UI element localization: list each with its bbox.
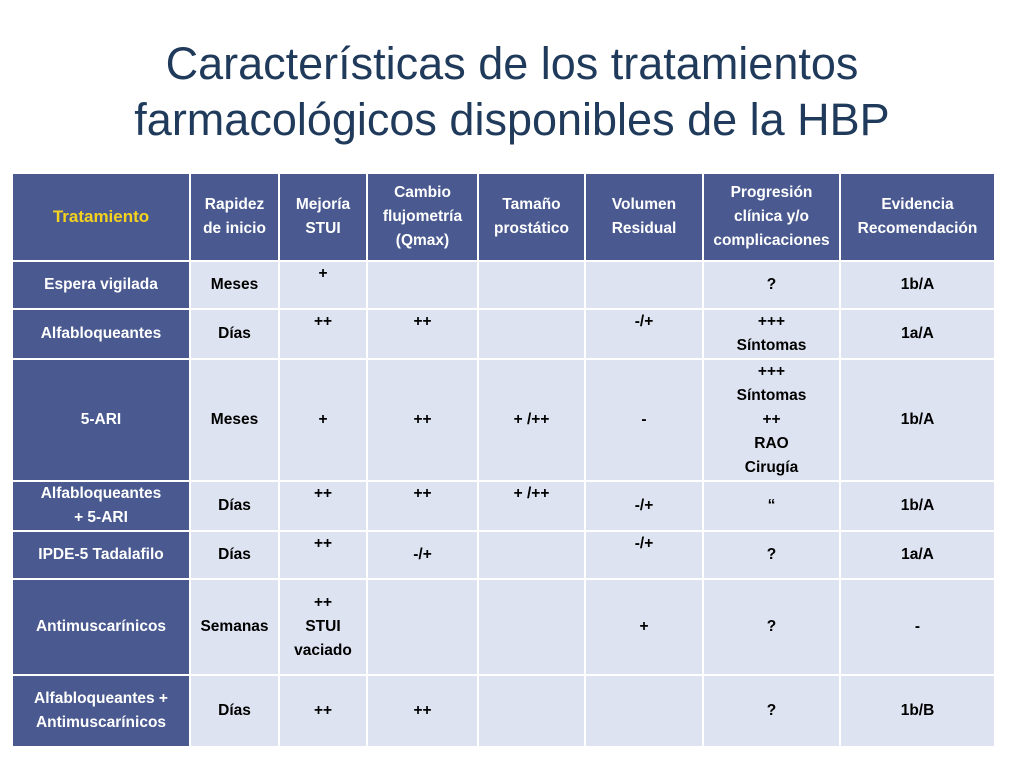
cell-text-line: ++ — [413, 485, 432, 502]
cell-evidence-recommendation — [840, 579, 995, 675]
cell-text-line: 1b/A — [900, 276, 935, 293]
row-header-cell — [12, 359, 190, 481]
cell-text-line: ++ — [313, 485, 333, 502]
slide-title-line: Características de los tratamientos — [165, 38, 859, 89]
cell-text-line: Antimuscarínicos — [35, 714, 167, 731]
cell-residual-volume — [585, 359, 703, 481]
cell-text-line: Alfabloqueantes + — [34, 690, 168, 707]
cell-residual-volume — [585, 531, 703, 579]
cell-evidence-recommendation — [840, 531, 995, 579]
cell-text-line: ++ — [313, 535, 333, 552]
cell-clinical-progression — [703, 359, 840, 481]
table-row — [12, 309, 995, 359]
column-header-onset-speed — [190, 173, 279, 261]
cell-text-line: Días — [218, 325, 251, 342]
cell-luts-improvement — [279, 579, 367, 675]
cell-clinical-progression — [703, 579, 840, 675]
cell-text-line: Recomendación — [857, 220, 978, 237]
cell-clinical-progression — [703, 481, 840, 531]
cell-text-line: + /++ — [513, 411, 550, 428]
cell-text-line: - — [914, 618, 921, 635]
cell-evidence-recommendation — [840, 309, 995, 359]
cell-evidence-recommendation — [840, 261, 995, 309]
cell-prostate-size — [478, 579, 585, 675]
cell-text-line: ++ — [313, 594, 333, 611]
cell-text-line: Evidencia — [881, 196, 954, 213]
cell-residual-volume — [585, 261, 703, 309]
cell-text-line: Meses — [210, 411, 259, 428]
cell-text-line: ++ — [313, 313, 333, 330]
cell-text-line: flujometría — [382, 208, 463, 225]
row-header-cell — [12, 261, 190, 309]
cell-text-line: 1a/A — [901, 546, 934, 563]
cell-text-line: Semanas — [200, 618, 269, 635]
cell-text-line: + /++ — [513, 485, 550, 502]
cell-luts-improvement — [279, 261, 367, 309]
column-header-qmax-change — [367, 173, 478, 261]
cell-onset-speed — [190, 481, 279, 531]
cell-text-line: -/+ — [634, 535, 654, 552]
column-header-evidence-recommendation — [840, 173, 995, 261]
cell-text-line: de inicio — [203, 220, 266, 237]
cell-text-line: ++ — [313, 702, 333, 719]
cell-text-line: Días — [218, 546, 251, 563]
cell-prostate-size — [478, 359, 585, 481]
table-row — [12, 579, 995, 675]
cell-qmax-change — [367, 675, 478, 747]
cell-evidence-recommendation — [840, 359, 995, 481]
table-row — [12, 359, 995, 481]
cell-luts-improvement — [279, 359, 367, 481]
cell-text-line: ? — [766, 276, 777, 293]
table-row — [12, 675, 995, 747]
cell-text-line: - — [641, 411, 647, 428]
cell-text-line: Meses — [210, 276, 259, 293]
cell-onset-speed — [190, 261, 279, 309]
cell-text-line: Cirugía — [744, 459, 799, 476]
cell-luts-improvement — [279, 481, 367, 531]
cell-luts-improvement — [279, 531, 367, 579]
cell-residual-volume — [585, 481, 703, 531]
table-header-row — [12, 173, 995, 261]
cell-qmax-change — [367, 261, 478, 309]
cell-text-line: 1b/B — [900, 702, 935, 719]
column-header-prostate-size — [478, 173, 585, 261]
cell-text-line: prostático — [494, 220, 569, 237]
cell-clinical-progression — [703, 531, 840, 579]
row-header-cell — [12, 531, 190, 579]
cell-text-line: vaciado — [294, 642, 352, 659]
cell-text-line: +++ — [757, 363, 786, 380]
cell-prostate-size — [478, 261, 585, 309]
cell-text-line: Alfabloqueantes — [40, 325, 162, 342]
cell-text-line: Espera vigilada — [44, 276, 158, 293]
cell-text-line: Alfabloqueantes — [40, 485, 162, 502]
column-header-residual-volume — [585, 173, 703, 261]
cell-text-line: + — [318, 265, 328, 282]
cell-text-line: +++ — [757, 313, 786, 330]
cell-text-line: Rapidez — [204, 196, 265, 213]
cell-text-line: Residual — [611, 220, 677, 237]
cell-qmax-change — [367, 359, 478, 481]
cell-residual-volume — [585, 579, 703, 675]
cell-prostate-size — [478, 309, 585, 359]
row-header-cell — [12, 675, 190, 747]
cell-qmax-change — [367, 531, 478, 579]
cell-clinical-progression — [703, 309, 840, 359]
cell-text-line: + 5-ARI — [74, 509, 128, 526]
cell-text-line: Volumen — [611, 196, 677, 213]
cell-prostate-size — [478, 481, 585, 531]
cell-prostate-size — [478, 675, 585, 747]
cell-text-line: “ — [767, 497, 776, 514]
cell-text-line: 1b/A — [900, 497, 935, 514]
cell-onset-speed — [190, 531, 279, 579]
column-header-treatment — [12, 173, 190, 261]
cell-evidence-recommendation — [840, 675, 995, 747]
cell-text-line: Tamaño — [502, 196, 561, 213]
cell-text-line: + — [318, 411, 328, 428]
cell-residual-volume — [585, 675, 703, 747]
row-header-cell — [12, 579, 190, 675]
cell-residual-volume — [585, 309, 703, 359]
cell-text-line: ++ — [413, 702, 432, 719]
cell-onset-speed — [190, 359, 279, 481]
slide-title-line: farmacológicos disponibles de la HBP — [134, 94, 890, 145]
cell-onset-speed — [190, 309, 279, 359]
slide-title — [0, 36, 1024, 148]
column-header-clinical-progression — [703, 173, 840, 261]
cell-text-line: Síntomas — [736, 387, 807, 404]
cell-qmax-change — [367, 481, 478, 531]
cell-clinical-progression — [703, 675, 840, 747]
cell-text-line: STUI — [305, 618, 341, 635]
cell-clinical-progression — [703, 261, 840, 309]
cell-text-line: complicaciones — [713, 232, 830, 249]
cell-text-line: Tratamiento — [52, 207, 150, 226]
table-body — [12, 261, 995, 747]
treatments-table — [11, 172, 996, 748]
cell-text-line: Antimuscarínicos — [35, 618, 167, 635]
cell-text-line: 1a/A — [901, 325, 934, 342]
cell-text-line: Días — [218, 702, 251, 719]
cell-text-line: -/+ — [634, 313, 654, 330]
cell-text-line: -/+ — [634, 497, 654, 514]
cell-text-line: ++ — [762, 411, 781, 428]
cell-text-line: + — [639, 618, 649, 635]
cell-luts-improvement — [279, 309, 367, 359]
cell-qmax-change — [367, 309, 478, 359]
cell-text-line: ? — [766, 546, 777, 563]
cell-prostate-size — [478, 531, 585, 579]
cell-text-line: Progresión — [730, 184, 813, 201]
cell-evidence-recommendation — [840, 481, 995, 531]
cell-text-line: (Qmax) — [395, 232, 450, 249]
cell-text-line: RAO — [754, 435, 789, 452]
cell-text-line: -/+ — [413, 546, 432, 563]
cell-text-line: 5-ARI — [80, 411, 122, 428]
cell-text-line: Mejoría — [295, 196, 351, 213]
cell-onset-speed — [190, 675, 279, 747]
cell-text-line: IPDE-5 Tadalafilo — [38, 546, 164, 563]
row-header-cell — [12, 481, 190, 531]
cell-text-line: Cambio — [394, 184, 451, 201]
table-row — [12, 481, 995, 531]
cell-onset-speed — [190, 579, 279, 675]
cell-text-line: ? — [766, 702, 777, 719]
cell-text-line: ++ — [413, 313, 432, 330]
cell-text-line: clínica y/o — [734, 208, 809, 225]
table-row — [12, 261, 995, 309]
column-header-luts-improvement — [279, 173, 367, 261]
cell-text-line: 1b/A — [900, 411, 935, 428]
cell-qmax-change — [367, 579, 478, 675]
cell-text-line: ? — [766, 618, 777, 635]
cell-text-line: ++ — [413, 411, 432, 428]
table-row — [12, 531, 995, 579]
cell-luts-improvement — [279, 675, 367, 747]
cell-text-line: Síntomas — [736, 337, 807, 354]
row-header-cell — [12, 309, 190, 359]
cell-text-line: STUI — [305, 220, 341, 237]
cell-text-line: Días — [218, 497, 251, 514]
